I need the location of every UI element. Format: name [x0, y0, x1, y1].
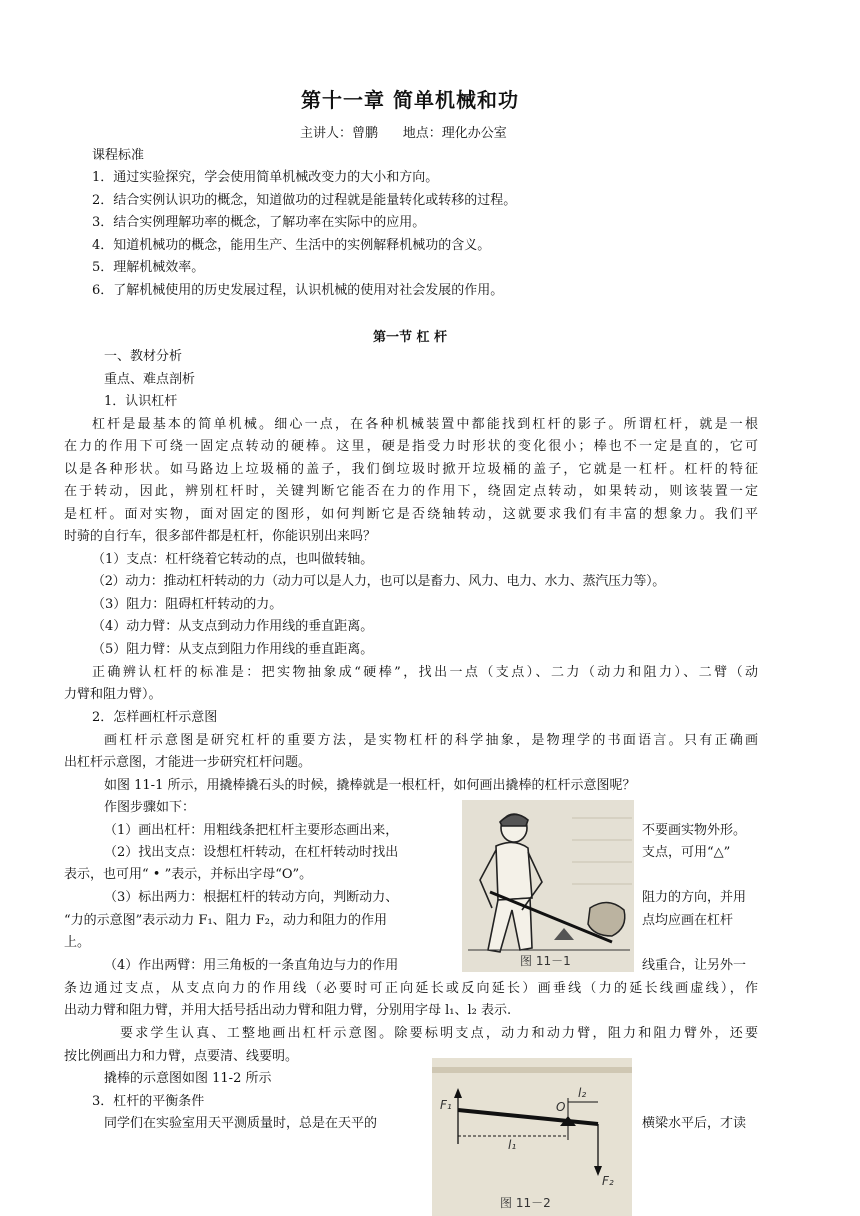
heading-key-points: 重点、难点剖析 [104, 372, 196, 387]
paragraph-line: 如图 11-1 所示，用撬棒撬石头的时候，撬棒就是一根杠杆，如何画出撬棒的杠杆示意图呢？ [104, 778, 636, 793]
label-f1: F₁ [440, 1098, 452, 1112]
paragraph-line: 在于转动，因此，辨别杠杆时，关键判断它能否在力的作用下，绕固定点转动，如果转动，则该装置一定 [64, 484, 758, 499]
step-3-right: 阻力的方向，并用 [642, 890, 747, 905]
paragraph-line: 在力的作用下可绕一固定点转动的硬棒。这里，硬是指受力时形状的变化很小；棒也不一定是直的，它可 [64, 439, 758, 454]
figure-11-1-caption: 图 11－1 [520, 954, 571, 968]
section-title: 第一节 杠 杆 [372, 330, 448, 345]
step-3-cont-right: 点均应画在杠杆 [642, 913, 734, 928]
chapter-title: 第十一章 简单机械和功 [301, 88, 519, 112]
paragraph-line: 是杠杆。面对实物，面对固定的图形，如何判断它是否绕轴转动，这就要求我们有丰富的想象力。我们平 [64, 507, 758, 522]
term-item: （4）动力臂：从支点到动力作用线的垂直距离。 [92, 619, 374, 634]
figure-11-2 [432, 1058, 632, 1216]
paragraph-line: 撬棒的示意图如图 11-2 所示 [104, 1071, 272, 1086]
standard-item: 5．理解机械效率。 [92, 260, 205, 275]
byline: 主讲人：曾鹏 地点：理化办公室 [300, 126, 507, 141]
step-3-cont-2: 上。 [64, 935, 91, 950]
paragraph-line: 要求学生认真、工整地画出杠杆示意图。除要标明支点，动力和动力臂，阻力和阻力臂外，还要 [120, 1026, 758, 1041]
label-o: O [556, 1100, 566, 1114]
p6-right: 横梁水平后，才读 [642, 1116, 747, 1131]
paragraph-line: 条边通过支点，从支点向力的作用线（必要时可正向延长或反向延长）画垂线（力的延长线画虚线），作 [64, 981, 758, 996]
term-item: （3）阻力：阻碍杠杆转动的力。 [92, 597, 283, 612]
paragraph-line: 出动力臂和阻力臂，并用大括号括出动力臂和阻力臂，分别用字母 l₁、l₂ 表示. [64, 1003, 512, 1018]
step-2-left: （2）找出支点：设想杠杆转动，在杠杆转动时找出 [104, 845, 399, 860]
step-4-right: 线重合，让另外一 [642, 958, 747, 973]
standard-item: 6．了解机械使用的历史发展过程，认识机械的使用对社会发展的作用。 [92, 283, 504, 298]
lever-diagram [432, 1058, 632, 1216]
paragraph-line: 以是各种形状。如马路边上垃圾桶的盖子，我们倒垃圾时掀开垃圾桶的盖子，它就是一杠杆。杠杆的特征 [64, 462, 758, 477]
p6-left: 同学们在实验室用天平测质量时，总是在天平的 [104, 1116, 378, 1131]
step-2-continued: 表示，也可用“ • ”表示，并标出字母“O”。 [64, 867, 313, 882]
heading-draw-diagram: 2．怎样画杠杆示意图 [92, 710, 218, 725]
heading-analysis: 一、教材分析 [104, 349, 183, 364]
paragraph-line: 正确辨认杠杆的标准是：把实物抽象成“硬棒”，找出一点（支点）、二力（动力和阻力）、二臂（动 [92, 665, 758, 680]
heading-balance-condition: 3．杠杆的平衡条件 [92, 1094, 205, 1109]
term-item: （2）动力：推动杠杆转动的力（动力可以是人力，也可以是畜力、风力、电力、水力、蒸汽压力等）。 [92, 574, 665, 589]
step-2-right: 支点，可用“△” [642, 845, 731, 860]
paragraph-line: 杠杆是最基本的简单机械。细心一点，在各种机械装置中都能找到杠杆的影子。所谓杠杆，就是一根 [92, 417, 758, 432]
term-item: （5）阻力臂：从支点到阻力作用线的垂直距离。 [92, 642, 374, 657]
standard-item: 3．结合实例理解功率的概念，了解功率在实际中的应用。 [92, 215, 426, 230]
paragraph-line: 出杠杆示意图，才能进一步研究杠杆问题。 [64, 755, 312, 770]
term-item: （1）支点：杠杆绕着它转动的点，也叫做转轴。 [92, 552, 374, 567]
step-4-left: （4）作出两臂：用三角板的一条直角边与力的作用 [104, 958, 399, 973]
standard-item: 1．通过实验探究，学会使用简单机械改变力的大小和方向。 [92, 170, 439, 185]
heading-recognize-lever: 1．认识杠杆 [104, 394, 178, 409]
standard-item: 2．结合实例认识功的概念，知道做功的过程就是能量转化或转移的过程。 [92, 193, 517, 208]
step-3-left: （3）标出两力：根据杠杆的转动方向，判断动力、 [104, 890, 399, 905]
figure-11-2-caption: 图 11－2 [500, 1196, 551, 1210]
standards-heading: 课程标准 [92, 148, 145, 163]
figure-11-1 [462, 800, 634, 972]
steps-heading: 作图步骤如下： [104, 800, 196, 815]
paragraph-line: 按比例画出力和力臂，点要清、线要明。 [64, 1049, 299, 1064]
label-f2: F₂ [602, 1174, 614, 1188]
paragraph-line: 画杠杆示意图是研究杠杆的重要方法，是实物杠杆的科学抽象，是物理学的书面语言。只有正确画 [104, 733, 758, 748]
standard-item: 4．知道机械功的概念，能用生产、生活中的实例解释机械功的含义。 [92, 238, 491, 253]
label-l1: l₁ [508, 1138, 517, 1152]
paragraph-line: 时骑的自行车，很多部件都是杠杆，你能识别出来吗？ [64, 529, 377, 544]
crowbar-worker-illustration [462, 800, 634, 972]
step-3-cont-left: “力的示意图”表示动力 F₁、阻力 F₂，动力和阻力的作用 [64, 913, 388, 928]
step-1-right: 不要画实物外形。 [642, 823, 747, 838]
paragraph-line: 力臂和阻力臂）。 [64, 687, 162, 702]
step-1-left: （1）画出杠杆：用粗线条把杠杆主要形态画出来， [104, 823, 399, 838]
label-l2: l₂ [578, 1086, 587, 1100]
